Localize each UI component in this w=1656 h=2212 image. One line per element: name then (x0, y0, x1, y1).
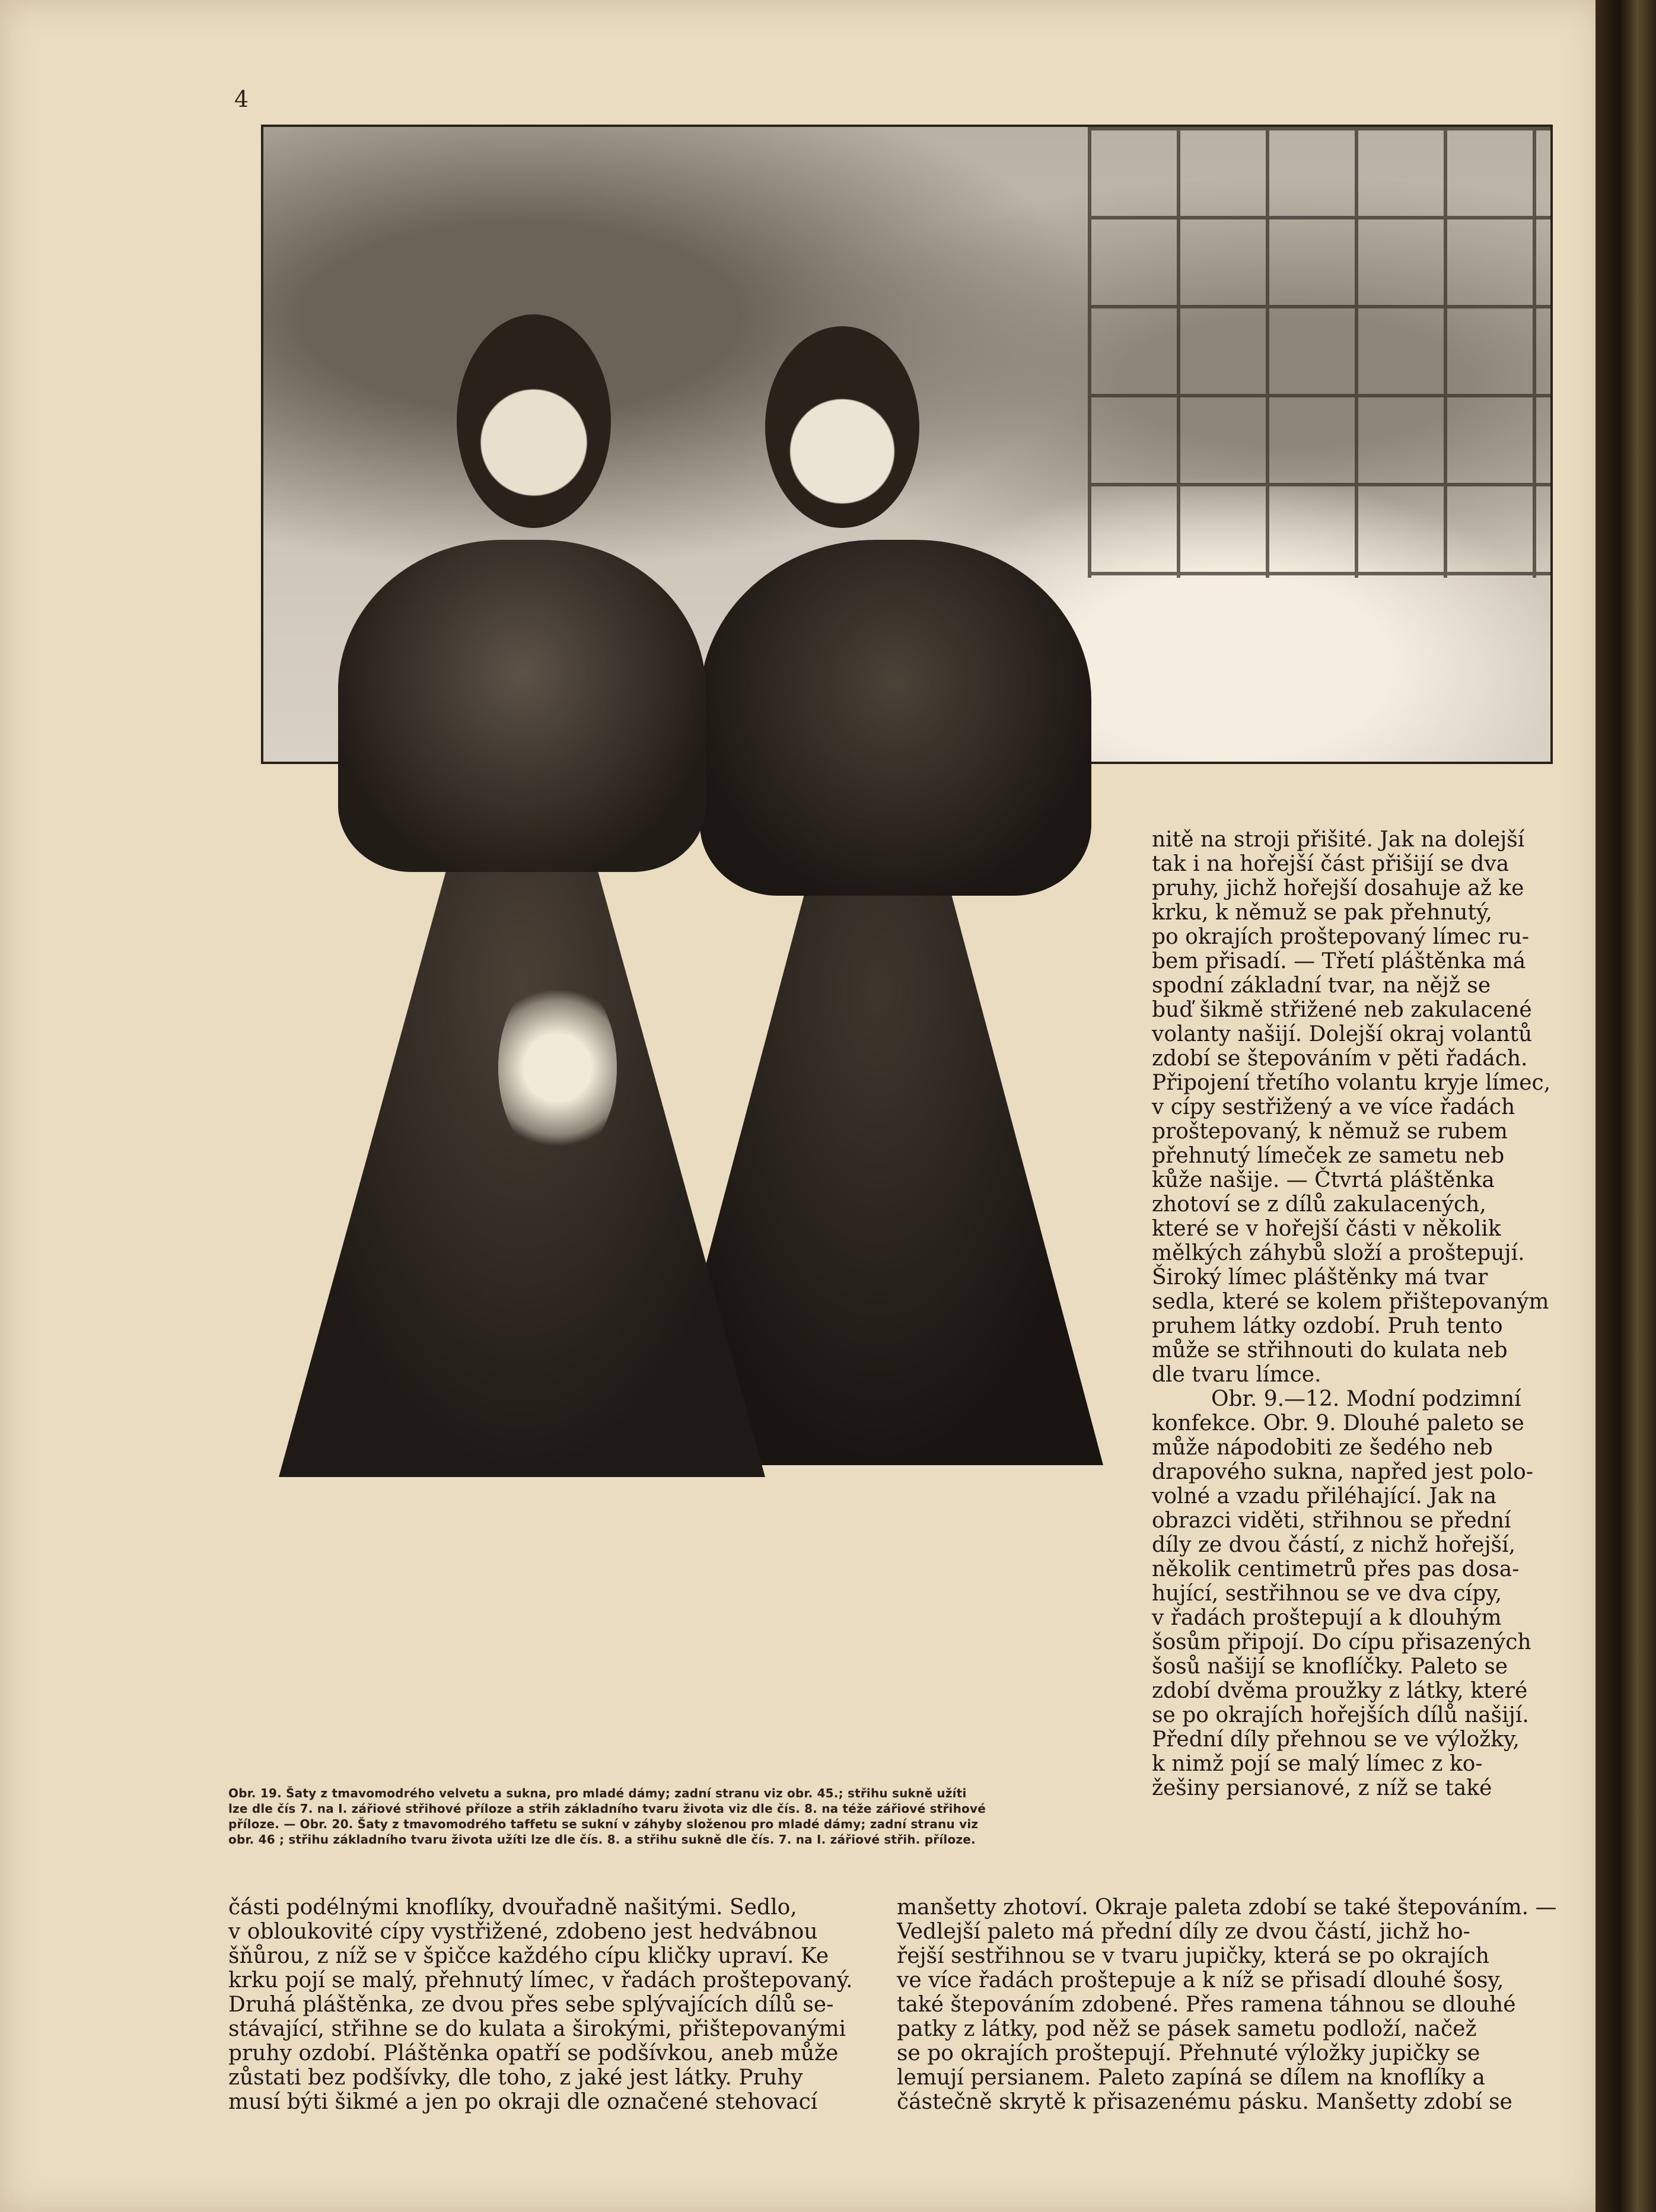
text-line: spodní základní tvar, na nějž se (1152, 973, 1491, 998)
text-line: volné a vzadu přiléhající. Jak na (1152, 1484, 1497, 1508)
flower-bouquet (498, 973, 617, 1163)
text-line: Přední díly přehnou se ve výložky, (1152, 1727, 1520, 1752)
text-line: manšetty zhotoví. Okraje paleta zdobí se také štepováním. — (897, 1895, 1557, 1920)
text-line: může nápodobiti ze šedého neb (1152, 1436, 1493, 1460)
bottom-right-column-text (897, 1895, 1557, 2114)
text-line: hující, sestřihnou se ve dva cípy, (1152, 1581, 1502, 1606)
text-line: se po okrajích proštepují. Přehnuté výložky jupičky se (897, 2041, 1480, 2065)
text-line: dle tvaru límce. (1152, 1363, 1321, 1387)
text-line: pruhy ozdobí. Pláštěnka opatří se podšívkou, aneb může (228, 2041, 839, 2065)
text-line: kůže našije. — Čtvrtá pláštěnka (1152, 1168, 1495, 1192)
text-line: musí býti šikmé a jen po okraji dle označené stehovací (228, 2090, 818, 2114)
text-line: v cípy sestřižený a ve více řadách (1152, 1095, 1515, 1119)
text-line: několik centimetrů přes pas dosa- (1152, 1557, 1520, 1581)
text-line: díly ze dvou částí, z nichž hořejší, (1152, 1533, 1516, 1557)
text-line: obrazci viděti, střihnou se přední (1152, 1508, 1511, 1533)
text-line: mělkých záhybů složí a proštepují. (1152, 1241, 1525, 1265)
text-line: nitě na stroji přišité. Jak na dolejší (1152, 827, 1525, 852)
text-line: částečně skrytě k přisazenému pásku. Manšetty zdobí se (897, 2090, 1512, 2114)
text-line: Vedlejší paleto má přední díly ze dvou částí, jichž ho- (897, 1920, 1470, 1944)
window-grid-illustration (1088, 127, 1550, 578)
text-line: může se střihnouti do kulata neb (1152, 1338, 1508, 1363)
text-line: části podélnými knoflíky, dvouřadně našitými. Sedlo, (228, 1895, 797, 1920)
text-line: které se v hořejší části v několik (1152, 1217, 1501, 1241)
text-line: pruhy, jichž hořejší dosahuje až ke (1152, 876, 1524, 900)
text-line: bem přisadí. — Třetí pláštěnka má (1152, 949, 1526, 973)
text-line: řejší sestřihnou se v tvaru jupičky, která se po okrajích (897, 1944, 1489, 1968)
caption-line: obr. 46 ; střihu základního tvaru života užíti lze dle čís. 8. a střihu sukně dle čís. 7. na I. zářiové střih. příloze. (228, 1832, 976, 1847)
text-line: proštepovaný, k němuž se rubem (1152, 1119, 1508, 1144)
text-line: Široký límec pláštěnky má tvar (1152, 1265, 1488, 1290)
text-line: po okrajích proštepovaný límec ru- (1152, 925, 1530, 949)
text-line: lemují persianem. Paleto zapíná se dílem na knoflíky a (897, 2065, 1485, 2090)
text-line: také štepováním zdobené. Přes ramena táhnou se dlouhé (897, 1993, 1516, 2017)
left-figure-bodice (338, 540, 706, 872)
text-line: drapového sukna, napřed jest polo- (1152, 1460, 1534, 1484)
text-line: zhotoví se z dílů zakulacených, (1152, 1192, 1486, 1217)
right-column-text (1152, 827, 1551, 1800)
text-line: šosům připojí. Do cípu přisazených (1152, 1630, 1531, 1654)
text-line: Připojení třetího volantu kryje límec, (1152, 1071, 1551, 1095)
text-line: v řadách proštepují a k dlouhým (1152, 1606, 1502, 1630)
text-line: tak i na hořejší část přišijí se dva (1152, 852, 1509, 876)
left-figure-skirt (279, 860, 765, 1477)
text-line: ve více řadách proštepuje a k níž se přisadí dlouhé šosy, (897, 1968, 1504, 1993)
text-line: zdobí se štepováním v pěti řadách. (1152, 1046, 1528, 1071)
figure-caption (228, 1785, 1130, 1847)
text-line: šňůrou, z níž se v špičce každého cípu kličky upraví. Ke (228, 1944, 829, 1968)
text-line: stávající, střihne se do kulata a širokými, přištepovanými (228, 2017, 846, 2041)
text-line: Druhá pláštěnka, ze dvou přes sebe splývajících dílů se- (228, 1993, 834, 2017)
text-line: volanty našijí. Dolejší okraj volantů (1152, 1022, 1533, 1046)
text-line: zůstati bez podšívky, dle toho, z jaké jest látky. Pruhy (228, 2065, 803, 2090)
text-line: konfekce. Obr. 9. Dlouhé paleto se (1152, 1411, 1524, 1436)
text-line: šosů našijí se knoflíčky. Paleto se (1152, 1654, 1508, 1679)
fashion-figures-illustration (261, 314, 1151, 1750)
caption-line: lze dle čís 7. na I. zářiové střihové příloze a střih základního tvaru života viz dle čís. 8. na téže zářiové střihové (228, 1802, 986, 1816)
text-line: patky z látky, pod něž se pásek sametu podloží, načež (897, 2017, 1477, 2041)
left-figure-head (457, 314, 611, 528)
text-line: Obr. 9.—12. Modní podzimní (1211, 1387, 1521, 1411)
text-line: pruhem látky ozdobí. Pruh tento (1152, 1314, 1503, 1338)
text-line: se po okrajích hořejších dílů našijí. (1152, 1703, 1529, 1727)
text-line: přehnutý límeček ze sametu neb (1152, 1144, 1505, 1168)
text-line: sedla, které se kolem přištepovaným (1152, 1290, 1549, 1314)
text-line: v obloukovité cípy vystřižené, zdobeno jest hedvábnou (228, 1920, 818, 1944)
bottom-left-column-text (228, 1895, 869, 2114)
right-figure-head (765, 326, 919, 528)
text-line: zdobí dvěma proužky z látky, které (1152, 1679, 1528, 1703)
caption-line: Obr. 19. Šaty z tmavomodrého velvetu a sukna, pro mladé dámy; zadní stranu viz obr. 45.; střihu sukně užíti (228, 1786, 967, 1800)
text-line: k nimž pojí se malý límec z ko- (1152, 1752, 1483, 1776)
book-spine-edge (1596, 0, 1656, 2212)
page-number: 4 (234, 86, 249, 112)
caption-line: příloze. — Obr. 20. Šaty z tmavomodrého taffetu se sukní v záhyby složenou pro mladé dámy; zadní stranu viz (228, 1817, 979, 1831)
text-line: krku pojí se malý, přehnutý límec, v řadách proštepovaný. (228, 1968, 853, 1993)
text-line: krku, k němuž se pak přehnutý, (1152, 900, 1492, 925)
text-line: žešiny persianové, z níž se také (1152, 1776, 1492, 1800)
text-line: buď šikmě střižené neb zakulacené (1152, 998, 1532, 1022)
right-figure-bodice (700, 540, 1091, 896)
